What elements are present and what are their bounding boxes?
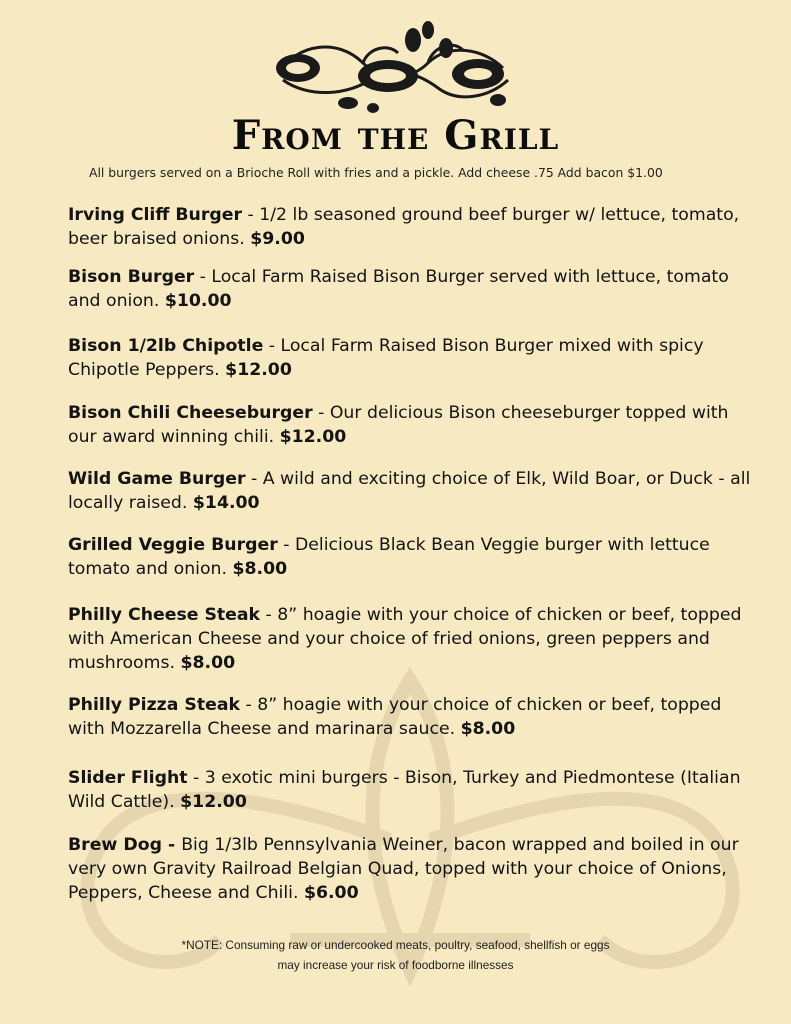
item-description: - 3 exotic mini burgers - Bison, Turkey and Piedmontese (Italian Wild Cattle).: [68, 768, 741, 812]
scroll-ornament-icon: [268, 18, 518, 116]
item-description: - A wild and exciting choice of Elk, Wild Boar, or Duck - all locally raised.: [68, 469, 751, 513]
item-name: Philly Cheese Steak: [68, 605, 261, 625]
item-name: Irving Cliff Burger: [68, 205, 242, 225]
item-price: $6.00: [303, 883, 359, 903]
menu-item: [68, 203, 758, 251]
menu-item: [68, 467, 758, 515]
item-description: - 1/2 lb seasoned ground beef burger w/ lettuce, tomato, beer braised onions.: [68, 205, 740, 249]
item-name: Wild Game Burger: [68, 469, 246, 489]
item-description: - 8” hoagie with your choice of chicken or beef, topped with American Cheese and your choice of fried onions, green peppers and mushrooms.: [68, 605, 742, 673]
item-name: Philly Pizza Steak: [68, 695, 240, 715]
menu-item: [68, 833, 758, 905]
item-price: $8.00: [460, 719, 516, 739]
item-name: Bison Chili Cheeseburger: [68, 403, 313, 423]
menu-item: [68, 334, 758, 382]
menu-item: [68, 533, 758, 581]
item-name: Brew Dog -: [68, 835, 182, 855]
menu-item: [68, 401, 758, 449]
item-name: Bison 1/2lb Chipotle: [68, 336, 264, 356]
item-name: Slider Flight: [68, 768, 188, 788]
item-description: - Local Farm Raised Bison Burger served with lettuce, tomato and onion.: [68, 267, 729, 311]
item-price: $9.00: [250, 229, 305, 249]
item-price: $8.00: [232, 559, 288, 579]
menu-item: [68, 265, 758, 313]
page-subtitle: All burgers served on a Brioche Roll with fries and a pickle. Add cheese .75 Add bacon $1.00: [89, 165, 663, 180]
item-description: - Local Farm Raised Bison Burger mixed with spicy Chipotle Peppers.: [68, 336, 704, 380]
item-description: - Delicious Black Bean Veggie burger with lettuce tomato and onion.: [68, 535, 710, 579]
item-description: - Our delicious Bison cheeseburger topped with our award winning chili.: [68, 403, 729, 447]
health-notice-line: may increase your risk of foodborne illnesses: [277, 958, 514, 972]
menu-item: [68, 603, 758, 675]
item-price: $14.00: [192, 493, 260, 513]
health-notice: [0, 935, 791, 975]
item-price: $10.00: [164, 291, 232, 311]
item-name: Grilled Veggie Burger: [68, 535, 278, 555]
item-name: Bison Burger: [68, 267, 195, 287]
item-description: Big 1/3lb Pennsylvania Weiner, bacon wrapped and boiled in our very own Gravity Railroad Belgian Quad, topped with your choice of Onions, Peppers, Cheese and Chili.: [68, 835, 739, 903]
menu-item: [68, 766, 758, 814]
item-description: - 8” hoagie with your choice of chicken or beef, topped with Mozzarella Cheese and marinara sauce.: [68, 695, 722, 739]
item-price: $12.00: [180, 792, 247, 812]
health-notice-line: *NOTE: Consuming raw or undercooked meats, poultry, seafood, shellfish or eggs: [181, 938, 610, 952]
item-price: $12.00: [225, 360, 292, 380]
menu-item: [68, 693, 758, 741]
item-price: $12.00: [279, 427, 347, 447]
page-title: From the Grill: [231, 112, 560, 159]
item-price: $8.00: [180, 653, 236, 673]
